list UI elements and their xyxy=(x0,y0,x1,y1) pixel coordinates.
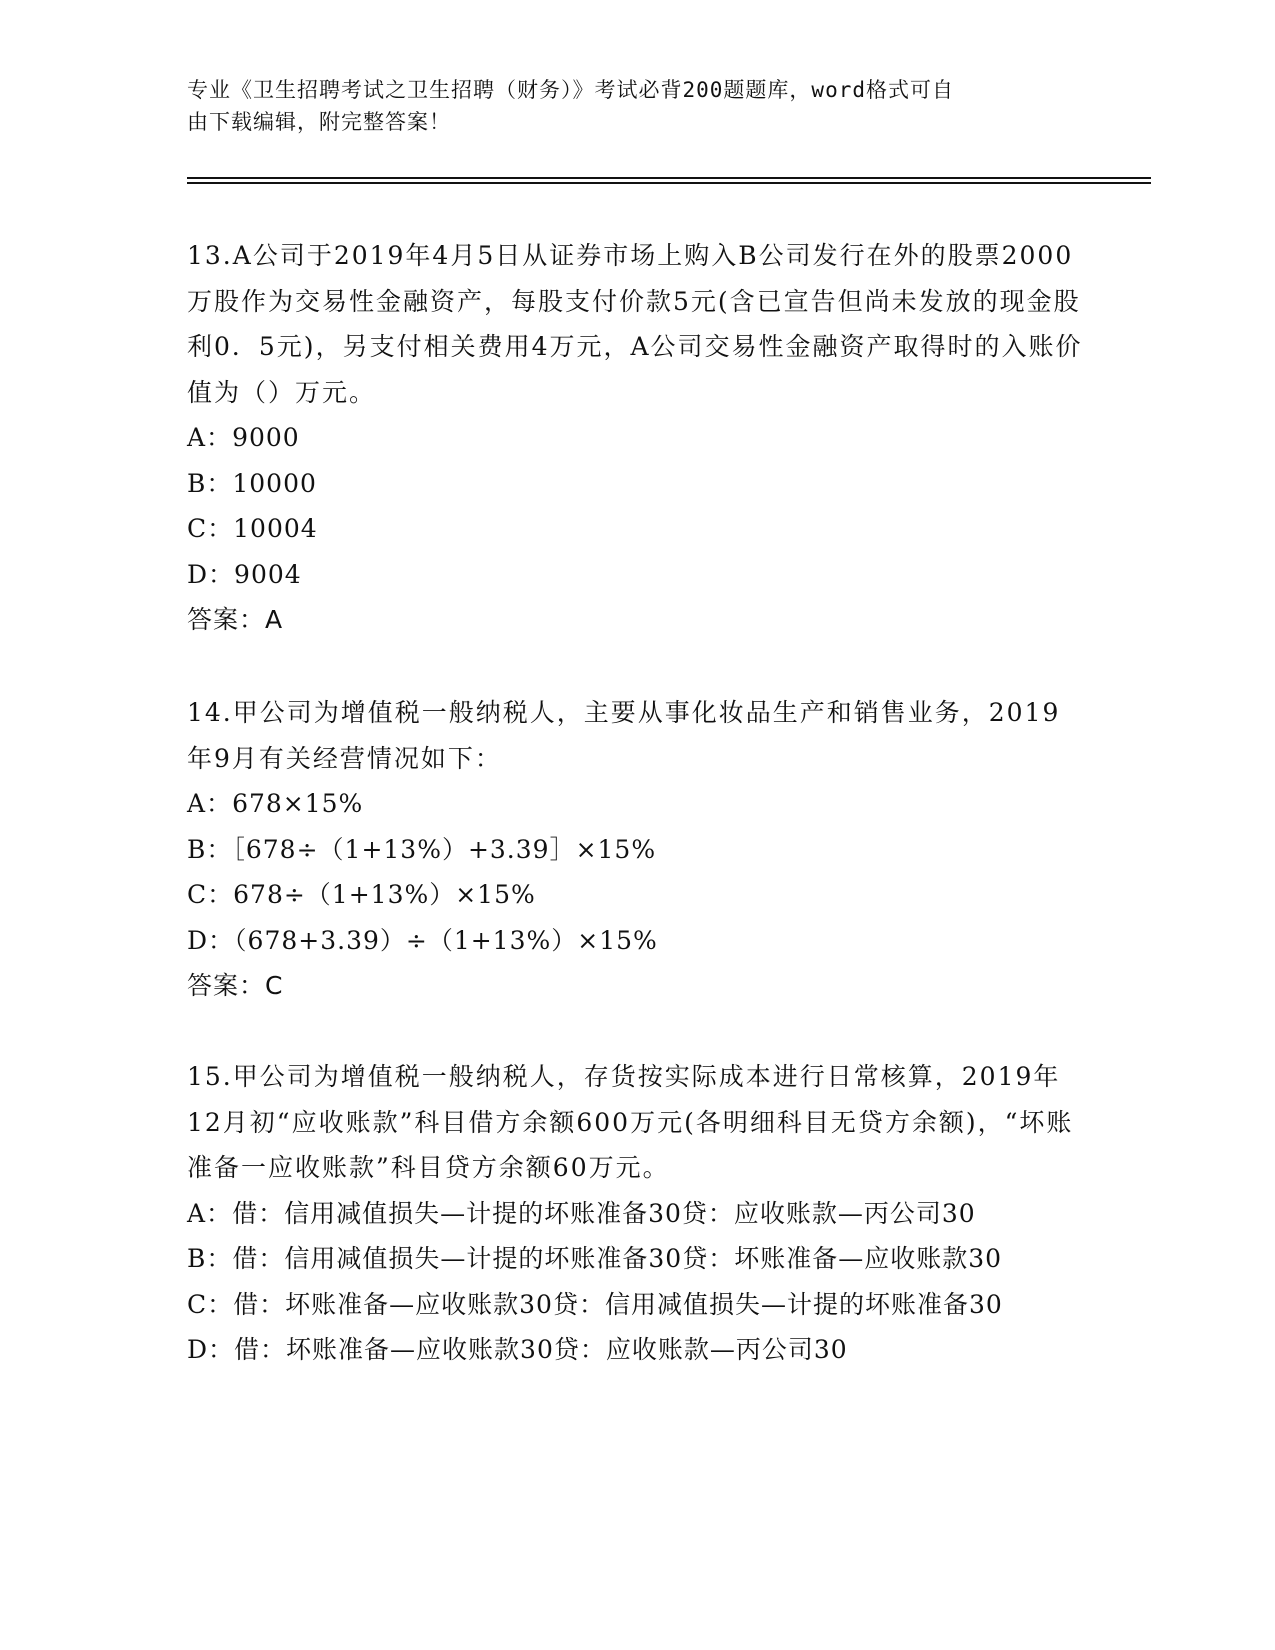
header-divider-top xyxy=(187,177,1151,179)
option-label: A： xyxy=(187,789,233,818)
document-header xyxy=(187,74,1067,138)
header-line-2: 由下载编辑，附完整答案！ xyxy=(187,110,451,134)
option-label: C： xyxy=(187,1289,234,1319)
option-a xyxy=(187,415,1087,461)
option-label: D： xyxy=(187,559,235,589)
question-14 xyxy=(187,690,1087,1009)
header-line-1: 专业《卫生招聘考试之卫生招聘（财务）》考试必背200题题库，word格式可自 xyxy=(187,78,954,102)
option-text: 借：坏账准备—应收账款30贷：信用减值损失—计提的坏账准备30 xyxy=(233,1289,1003,1319)
option-b xyxy=(187,1236,1087,1282)
option-text: 9004 xyxy=(234,559,302,589)
option-d xyxy=(187,552,1087,598)
question-text: 13.A公司于2019年4月5日从证券市场上购入B公司发行在外的股票2000万股作为交易性金融资产，每股支付价款5元(含已宣告但尚未发放的现金股利0．5元)，另支付相关费用4万元，A公司交易性金融资产取得时的入账价值为（）万元。 xyxy=(187,241,1083,407)
question-13 xyxy=(187,233,1087,643)
option-label: D： xyxy=(187,1335,235,1364)
option-label: B： xyxy=(187,468,233,498)
option-text: 借：信用减值损失—计提的坏账准备30贷：坏账准备—应收账款30 xyxy=(232,1244,1003,1273)
option-text: 借：坏账准备—应收账款30贷：应收账款—丙公司30 xyxy=(234,1335,848,1364)
option-c xyxy=(187,1282,1087,1328)
option-label: A： xyxy=(187,1198,233,1228)
question-15 xyxy=(187,1054,1087,1373)
option-text: 678÷（1+13%）×15% xyxy=(233,880,536,909)
option-a xyxy=(187,1191,1087,1237)
question-text: 15.甲公司为增值税一般纳税人，存货按实际成本进行日常核算，2019年12月初“应收账款”科目借方余额600万元(各明细科目无贷方余额)，“坏账准备一应收账款”科目贷方余额60万元。 xyxy=(187,1062,1074,1182)
option-d xyxy=(187,918,1087,964)
option-text: 10004 xyxy=(233,514,318,543)
option-label: C： xyxy=(187,514,234,543)
header-divider-bottom xyxy=(187,182,1151,184)
option-text: 9000 xyxy=(232,423,300,452)
option-label: B： xyxy=(187,834,233,864)
option-text: 借：信用减值损失—计提的坏账准备30贷：应收账款—丙公司30 xyxy=(232,1198,976,1228)
option-text: ［678÷（1+13%）+3.39］×15% xyxy=(232,834,657,864)
option-text: 10000 xyxy=(232,468,317,498)
option-b xyxy=(187,827,1087,873)
option-label: B： xyxy=(187,1244,233,1273)
option-text: （678+3.39）÷（1+13%）×15% xyxy=(234,925,658,955)
question-text: 14.甲公司为增值税一般纳税人，主要从事化妆品生产和销售业务，2019年9月有关经营情况如下： xyxy=(187,698,1061,773)
option-b xyxy=(187,461,1087,507)
option-d xyxy=(187,1327,1087,1373)
option-c xyxy=(187,506,1087,552)
option-c xyxy=(187,872,1087,918)
option-label: C： xyxy=(187,880,234,909)
option-label: D： xyxy=(187,925,235,955)
option-text: 678×15% xyxy=(232,789,364,818)
option-label: A： xyxy=(187,423,233,452)
option-a xyxy=(187,781,1087,827)
answer-line: 答案：A xyxy=(187,605,284,634)
answer-line: 答案：C xyxy=(187,971,284,1000)
